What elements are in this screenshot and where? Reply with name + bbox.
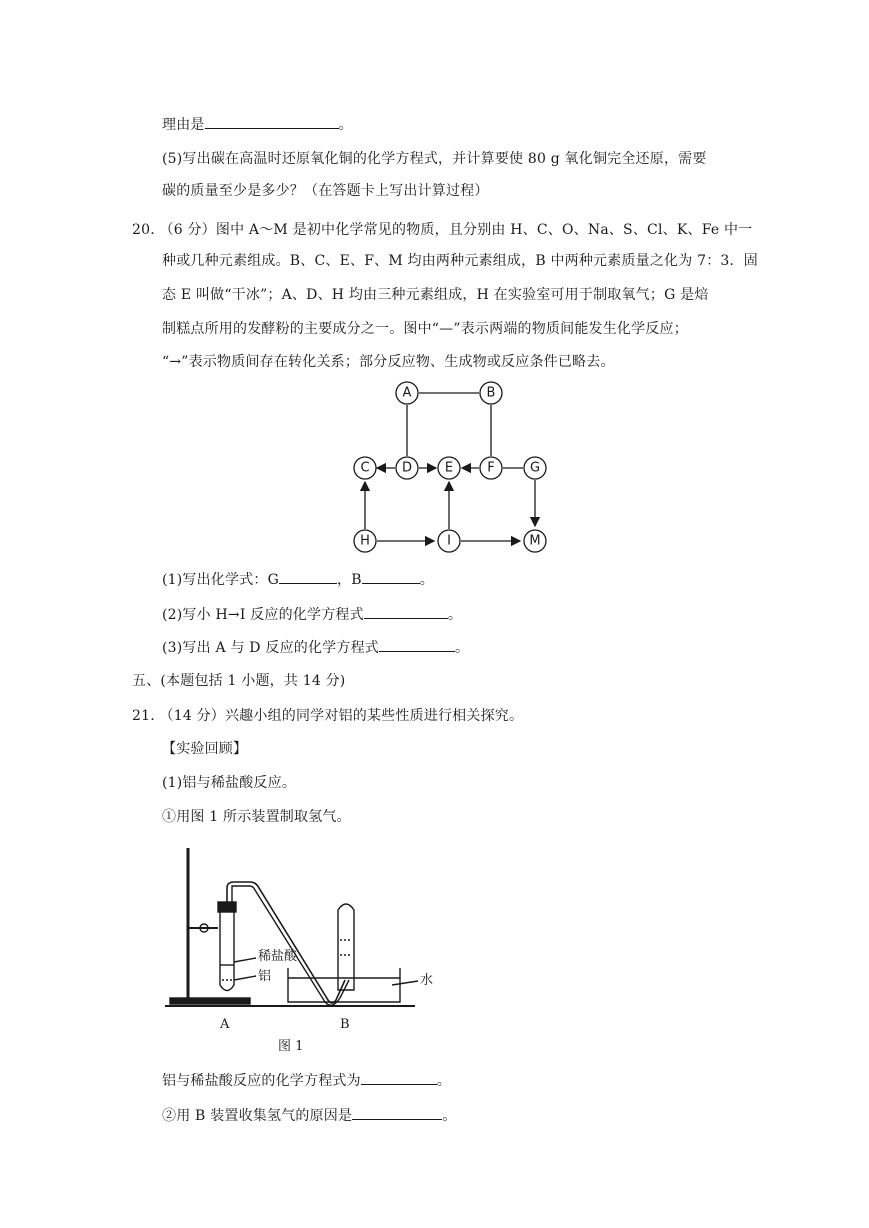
label-b: B [340, 1017, 350, 1032]
tube-a-stopper [218, 902, 236, 912]
leader-water [392, 981, 418, 985]
part-1-mid: ，B [337, 572, 362, 588]
question-20-text: 种或几种元素组成。B、C、E、F、M 均由两种元素组成，B 中两种元素质量之化为 7：3．固 [162, 253, 758, 269]
reason-prefix: 理由是 [162, 117, 205, 133]
question-20-text: 制糕点所用的发酵粉的主要成分之一。图中“—”表示两端的物质间能发生化学反应； [162, 321, 688, 337]
node-a-label: A [402, 385, 412, 401]
figure-caption: 图 1 [278, 1039, 304, 1054]
period: 。 [338, 117, 353, 133]
leader-acid [234, 958, 256, 962]
period: 。 [436, 1073, 452, 1089]
answer-blank-h-i[interactable] [364, 604, 448, 619]
stand-base [170, 998, 250, 1004]
question-20-text: 态 E 叫做“干冰”；A、D、H 均由三种元素组成，H 在实验室可用于制取氧气；G 是焙 [162, 287, 709, 303]
period: 。 [454, 640, 470, 656]
label-al: 铝 [258, 969, 272, 984]
node-b-label: B [486, 385, 496, 401]
question-21-part-1: (1)铝与稀盐酸反应。 [162, 775, 297, 791]
figure-1-apparatus [160, 840, 440, 1055]
label-water: 水 [420, 973, 434, 988]
section-5-header: 五、(本题包括 1 小题，共 14 分) [132, 673, 346, 689]
question-20-header: 20. （6 分）图中 A～M 是初中化学常见的物质，且分别由 H、C、O、Na、S、Cl、K、Fe 中一 [132, 222, 753, 238]
water-trough [288, 968, 400, 1002]
label-acid: 稀盐酸 [258, 949, 298, 964]
part-1-prefix: (1)写出化学式：G [162, 572, 280, 588]
tube-b [338, 904, 354, 990]
node-d-label: D [401, 460, 413, 476]
question-20-text: “→”表示物质间存在转化关系；部分反应物、生成物或反应条件已略去。 [162, 354, 615, 370]
node-c-label: C [360, 460, 370, 476]
delivery-tube-inner [232, 886, 349, 1005]
part-3-prefix: (3)写出 A 与 D 反应的化学方程式 [162, 640, 379, 656]
question-5-text-cont: 碳的质量至少是多少？（在答题卡上写出计算过程） [162, 183, 489, 199]
node-e-label: E [444, 460, 454, 476]
answer-blank-reason[interactable] [352, 1105, 442, 1120]
node-g-label: G [529, 460, 541, 476]
period: 。 [442, 1108, 457, 1124]
question-20-part-2 [162, 604, 462, 624]
answer-blank-equation[interactable] [361, 1070, 437, 1085]
reaction-diagram [340, 375, 555, 560]
leader-al [234, 976, 256, 980]
answer-line-reason [162, 114, 353, 134]
node-h-label: H [360, 533, 370, 549]
step-2-prefix: ②用 B 装置收集氢气的原因是 [162, 1108, 353, 1124]
question-21-header: 21. （14 分）兴趣小组的同学对铝的某些性质进行相关探究。 [132, 708, 524, 724]
period: 。 [419, 572, 434, 588]
question-20-part-1 [162, 569, 434, 589]
question-21-step-2 [162, 1105, 456, 1125]
experiment-review-heading: 【实验回顾】 [162, 741, 248, 757]
answer-blank-a-d[interactable] [379, 637, 455, 652]
answer-blank[interactable] [205, 114, 339, 129]
equation-prefix: 铝与稀盐酸反应的化学方程式为 [162, 1073, 361, 1089]
question-21-step-1: ①用图 1 所示装置制取氢气。 [162, 809, 351, 825]
period: 。 [447, 607, 463, 623]
answer-blank-b[interactable] [362, 569, 420, 584]
part-2-prefix: (2)写小 H→I 反应的化学方程式 [162, 607, 364, 623]
question-20-part-3 [162, 637, 469, 657]
question-21-equation [162, 1070, 451, 1090]
tube-a [220, 912, 234, 991]
node-f-label: F [487, 460, 495, 476]
question-5-text: (5)写出碳在高温时还原氧化铜的化学方程式，并计算要使 80 g 氧化铜完全还原，需要 [162, 151, 707, 167]
answer-blank-g[interactable] [279, 569, 337, 584]
node-i-label: I [447, 533, 451, 549]
node-m-label: M [529, 533, 541, 549]
label-a: A [220, 1017, 230, 1032]
delivery-tube [227, 882, 345, 1003]
